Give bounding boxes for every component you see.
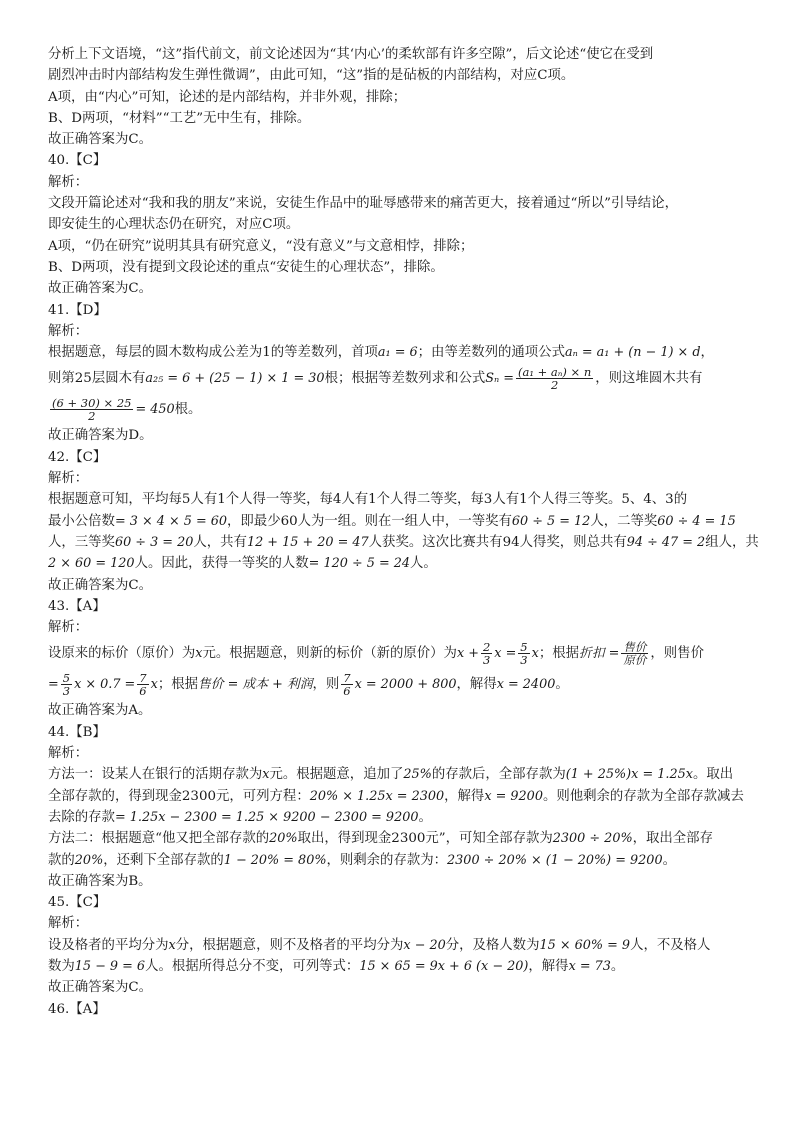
- fraction: $\frac{\text{售价}}{\text{原价}}$: [623, 640, 647, 668]
- formula: x: [195, 646, 203, 662]
- formula: a₂₅ = 6 + (25 − 1) × 1 = 30: [145, 371, 325, 387]
- answer-line: 故正确答案为C。: [48, 281, 152, 297]
- text-line: 设原来的标价（原价）为x元。根据题意，则新的标价（新的原价）为x + $\frac{2}{3}$ x = $\frac{5}{3}$ x；根据折扣 = $\frac{\text{售价}}{\text{原价}}$ ，则售价: [48, 640, 704, 668]
- text-line: 剧烈冲击时内部结构发生弹性微调”，由此可知，“这”指的是砧板的内部结构，对应C项。: [48, 68, 575, 84]
- answer-line: 故正确答案为C。: [48, 132, 152, 148]
- analysis-label: 解析：: [48, 620, 89, 636]
- question-heading: 40.【C】: [48, 153, 107, 169]
- formula: x × 0.7 =: [74, 677, 136, 693]
- text: ，: [700, 345, 714, 361]
- formula: = 1.25x − 2300 = 1.25 × 9200 − 2300 = 9200: [114, 809, 419, 825]
- formula: x =: [494, 646, 517, 662]
- question-heading: 41.【D】: [48, 302, 107, 318]
- formula: 20% × 1.25x = 2300: [309, 788, 445, 804]
- formula: 折扣 =: [579, 646, 620, 662]
- formula: 15 × 65 = 9x + 6 (x − 20): [359, 958, 529, 974]
- text: 则第25层圆木有: [48, 371, 146, 387]
- formula: x − 20: [403, 937, 446, 953]
- analysis-label: 解析：: [48, 746, 89, 762]
- analysis-label: 解析：: [48, 471, 89, 487]
- question-heading: 44.【B】: [48, 724, 106, 740]
- formula: x = 9200: [484, 788, 543, 804]
- text: ；由等差数列的通项公式: [417, 345, 565, 361]
- answer-line: 故正确答案为C。: [48, 577, 152, 593]
- text-line: 全部存款的，得到现金2300元，可列方程：20% × 1.25x = 2300，解得x = 9200。则他剩余的存款为全部存款减去: [48, 788, 744, 804]
- text-line: 人，三等奖60 ÷ 3 = 20人，共有12 + 15 + 20 = 47人获奖。这次比赛共有94人得奖，则总共有94 ÷ 47 = 2组人，共: [48, 534, 759, 550]
- formula: x = 2400: [496, 677, 556, 693]
- text-line: B、D两项，没有提到文段论述的重点“安徒生的心理状态”，排除。: [48, 259, 444, 275]
- text-line: 文段开篇论述对“我和我的朋友”来说，安徒生作品中的耻辱感带来的痛苦更大，接着通过“所以”引导结论，: [48, 196, 678, 212]
- formula: 售价 = 成本 + 利润: [198, 677, 313, 693]
- formula: x: [531, 646, 539, 662]
- formula: 20%: [269, 831, 298, 847]
- text-line: 数为15 − 9 = 6人。根据所得总分不变，可列等式：15 × 65 = 9x + 6 (x − 20)，解得x = 73。: [48, 958, 625, 974]
- text-line: 去除的存款= 1.25x − 2300 = 1.25 × 9200 − 2300 = 9200。: [48, 809, 432, 825]
- formula: 60 ÷ 5 = 12: [511, 513, 591, 529]
- text: ，则这堆圆木共有: [595, 371, 703, 387]
- text-line: 2 × 60 = 120人。因此，获得一等奖的人数= 120 ÷ 5 = 24人。: [48, 556, 437, 572]
- fraction: $\frac{2}{3}$: [482, 640, 491, 668]
- formula: x = 2000 + 800: [354, 677, 457, 693]
- text-line: B、D两项，“材料”“工艺”无中生有，排除。: [48, 110, 311, 126]
- text: 根；根据等差数列求和公式: [324, 371, 486, 387]
- formula: 60 ÷ 3 = 20: [114, 534, 194, 550]
- answer-line: 故正确答案为D。: [48, 428, 153, 444]
- text-line: A项，“仍在研究”说明其具有研究意义，“没有意义”与文意相悖，排除；: [48, 238, 474, 254]
- text: 根。: [174, 402, 202, 418]
- formula: 25%: [403, 767, 432, 783]
- text-line: 根据题意可知，平均每5人有1个人得一等奖，每4人有1个人得二等奖，每3人有1个人得三等奖。5、4、3的: [48, 492, 688, 508]
- formula: 15 × 60% = 9: [539, 937, 631, 953]
- formula: 2300 ÷ 20% × (1 − 20%) = 9200: [447, 852, 663, 868]
- formula: aₙ = a₁ + (n − 1) × d: [564, 345, 701, 361]
- fraction: $\frac{7}{6}$: [139, 671, 147, 699]
- fraction: $\frac{5}{3}$: [520, 640, 528, 668]
- answer-line: 故正确答案为B。: [48, 873, 152, 889]
- text-line: 方法一：设某人在银行的活期存款为x元。根据题意，追加了25%的存款后，全部存款为(1 + 25%)x = 1.25x。取出: [48, 767, 734, 783]
- text-line: 款的20%，还剩下全部存款的1 − 20% = 80%，则剩余的存款为：2300 ÷ 20% × (1 − 20%) = 9200。: [48, 852, 676, 868]
- text-line: 方法二：根据题意“他又把全部存款的20%取出，得到现金2300元”，可知全部存款为2300 ÷ 20%，取出全部存: [48, 831, 713, 847]
- fraction: $\frac{5}{3}$: [62, 671, 71, 699]
- formula: x = 73: [568, 958, 611, 974]
- answer-line: 故正确答案为A。: [48, 703, 152, 719]
- formula: 2300 ÷ 20%: [552, 831, 633, 847]
- formula: 2 × 60 = 120: [48, 556, 135, 572]
- analysis-label: 解析：: [48, 174, 89, 190]
- formula: x: [150, 677, 158, 693]
- fraction: $\frac{(6 + 30) \times 25}{2}$: [52, 396, 132, 424]
- formula: 15 − 9 = 6: [74, 958, 146, 974]
- text-line: [48, 363, 770, 394]
- formula: = 450: [135, 402, 175, 418]
- text-line: 分析上下文语境，“这”指代前文，前文论述因为“其‘内心’的柔软部有许多空隙”，后文论述“使它在受到: [48, 47, 654, 62]
- formula: x: [262, 767, 270, 783]
- text-line: [48, 342, 770, 363]
- analysis-label: 解析：: [48, 916, 89, 932]
- text: 根据题意，每层的圆木数构成公差为1的等差数列，首项: [48, 345, 378, 361]
- formula: Sₙ =: [485, 371, 514, 387]
- formula: =: [48, 677, 59, 693]
- fraction: $\frac{7}{6}$: [343, 671, 351, 699]
- formula: 60 ÷ 4 = 15: [657, 513, 736, 529]
- question-heading: 45.【C】: [48, 895, 107, 911]
- formula: 12 + 15 + 20 = 47: [246, 534, 369, 550]
- question-heading: 43.【A】: [48, 598, 106, 614]
- text-line: 设及格者的平均分为x分，根据题意，则不及格者的平均分为x − 20分，及格人数为15 × 60% = 9人，不及格人: [48, 937, 711, 953]
- formula: 20%: [74, 852, 104, 868]
- text-line: [48, 394, 770, 425]
- formula: 94 ÷ 47 = 2: [626, 534, 706, 550]
- question-heading: 42.【C】: [48, 449, 107, 465]
- formula: = 3 × 4 × 5 = 60: [114, 513, 228, 529]
- formula: a₁ = 6: [377, 345, 418, 361]
- formula: 1 − 20% = 80%: [223, 852, 327, 868]
- analysis-label: 解析：: [48, 323, 89, 339]
- answer-line: 故正确答案为C。: [48, 980, 152, 996]
- formula: x: [168, 937, 176, 953]
- text-line: 最小公倍数= 3 × 4 × 5 = 60，即最少60人为一组。则在一组人中，一等奖有60 ÷ 5 = 12人，二等奖60 ÷ 4 = 15: [48, 513, 736, 529]
- formula: x +: [456, 646, 479, 662]
- text-line: = $\frac{5}{3}$ x × 0.7 = $\frac{7}{6}$ x；根据售价 = 成本 + 利润，则 $\frac{7}{6}$ x = 2000 + 800，解得x = 2400。: [48, 671, 569, 699]
- text-line: A项，由“内心”可知，论述的是内部结构，并非外观，排除；: [48, 89, 407, 105]
- text-line: 即安徒生的心理状态仍在研究，对应C项。: [48, 217, 300, 233]
- question-heading: 46.【A】: [48, 1001, 106, 1017]
- fraction: $\frac{\text{(a₁ + aₙ) × n}}{2}$: [518, 365, 592, 393]
- formula: = 120 ÷ 5 = 24: [308, 556, 411, 572]
- formula: (1 + 25%)x = 1.25x: [565, 767, 693, 783]
